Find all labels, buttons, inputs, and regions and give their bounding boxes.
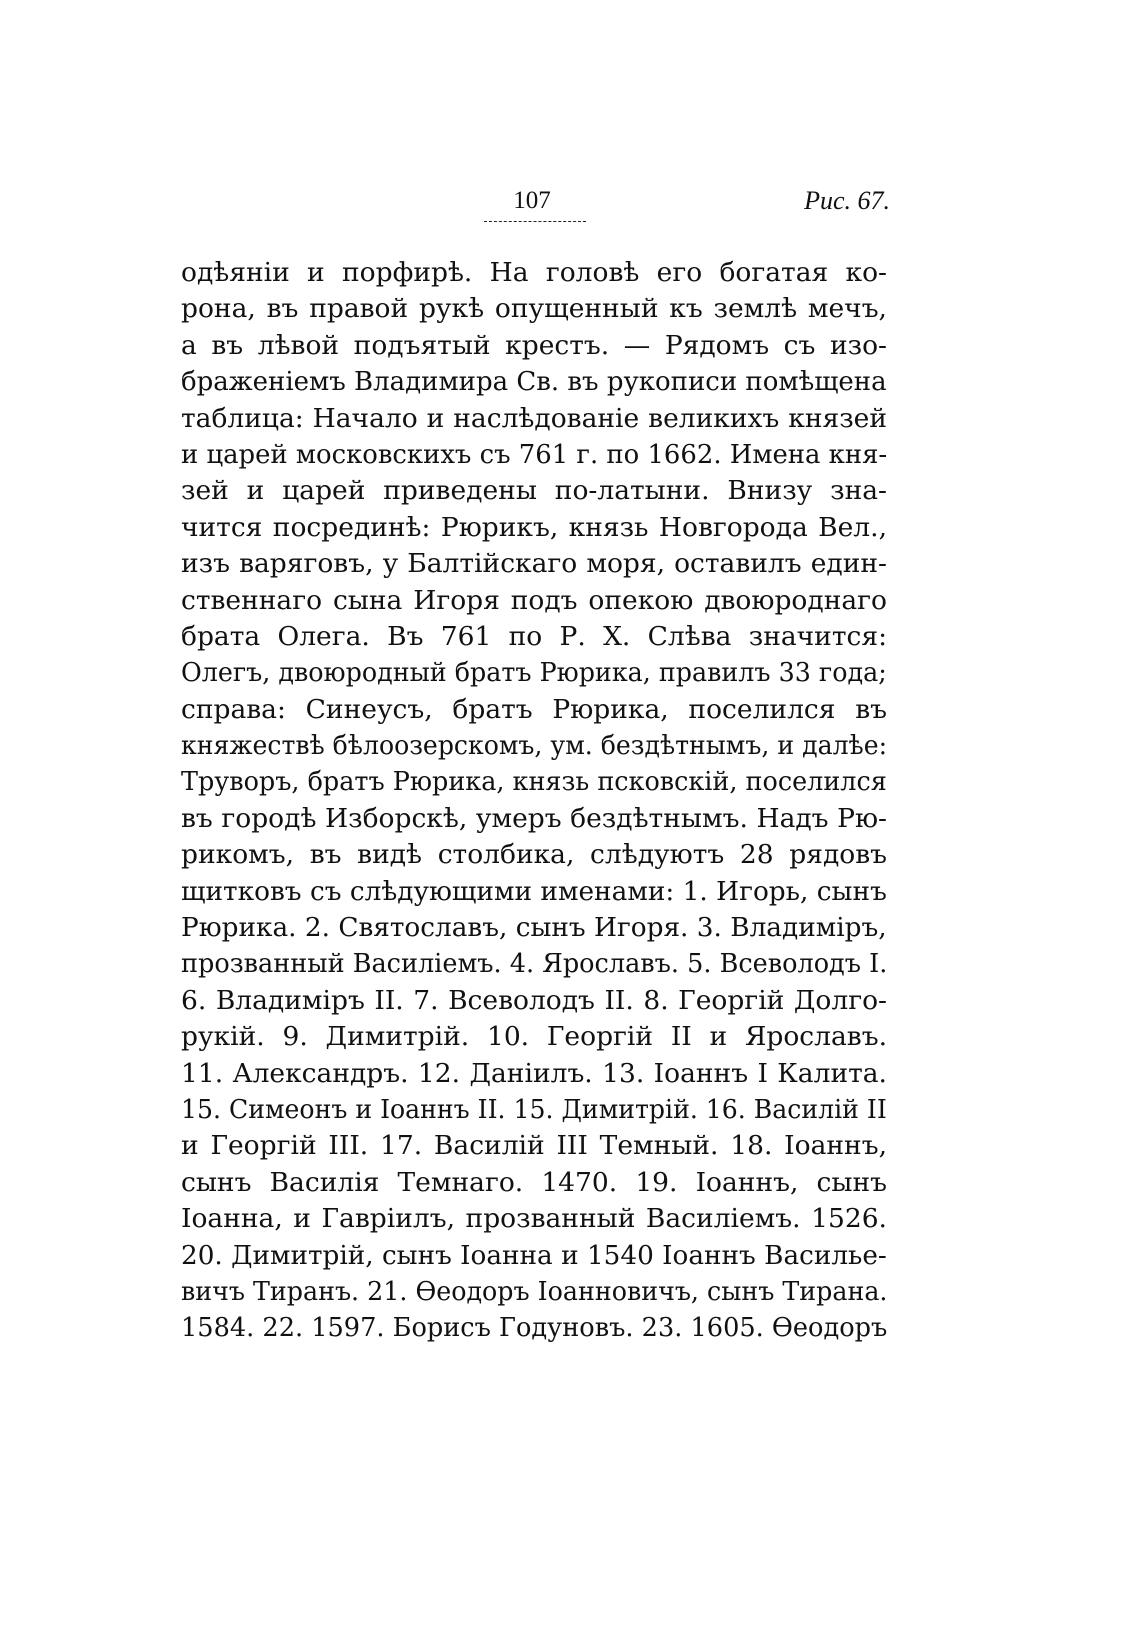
- text-line: брата Олега. Въ 761 по Р. Х. Слѣва значится:: [181, 620, 887, 652]
- text-line: вичъ Тиранъ. 21. Ѳеодоръ Іоанновичъ, сынъ Тирана.: [181, 1275, 888, 1307]
- text-line: изъ варяговъ, у Балтійскаго моря, оставилъ един-: [181, 548, 887, 580]
- text-line: ственнаго сына Игоря подъ опекою двоюроднаго: [181, 584, 887, 616]
- text-line: Рюрика. 2. Святославъ, сынъ Игоря. 3. Владиміръ,: [181, 912, 887, 944]
- text-line: 20. Димитрій, сынъ Іоанна и 1540 Іоаннъ Васильe-: [181, 1239, 887, 1271]
- page-number: 107: [513, 187, 551, 214]
- text-line: а въ лѣвой подъятый крестъ. — Рядомъ съ изо-: [181, 329, 887, 361]
- text-line: чится посрединѣ: Рюрикъ, князь Новгорода Вел.,: [181, 511, 887, 543]
- text-line: 6. Владиміръ II. 7. Всеволодъ II. 8. Георгій Долго-: [181, 984, 887, 1016]
- text-line: 1584. 22. 1597. Борисъ Годуновъ. 23. 1605. Ѳеодоръ: [181, 1312, 888, 1344]
- text-line: одѣяніи и порфирѣ. На головѣ его богатая ко-: [181, 257, 887, 288]
- text-line: Іоанна, и Гавріилъ, прозванный Василіемъ. 1526.: [181, 1203, 887, 1235]
- text-line: рона, въ правой рукѣ опущенный къ землѣ мечъ,: [181, 293, 887, 325]
- text-line: справа: Синеусъ, братъ Рюрика, поселился въ: [181, 693, 887, 725]
- text-line: рукій. 9. Димитрій. 10. Георгій II и Ярославъ.: [181, 1021, 887, 1053]
- text-line: 15. Симеонъ и Іоаннъ II. 15. Димитрій. 16. Василій II: [181, 1093, 887, 1125]
- text-line: сынъ Василія Темнаго. 1470. 19. Іоаннъ, сынъ: [181, 1166, 887, 1198]
- text-line: Олегъ, двоюродный братъ Рюрика, правилъ 33 года;: [181, 657, 887, 689]
- body-text: [181, 255, 887, 1347]
- figure-reference: Рис. 67.: [804, 186, 890, 215]
- text-line: и Георгій III. 17. Василій III Темный. 18. Іоаннъ,: [181, 1130, 887, 1162]
- text-line: прозванный Василіемъ. 4. Ярославъ. 5. Всеволодъ I.: [181, 948, 888, 980]
- text-line: зей и царей приведены по-латыни. Внизу зна-: [181, 475, 887, 507]
- text-line: Труворъ, братъ Рюрика, князь псковскій, поселился: [181, 766, 887, 798]
- text-line: въ городѣ Изборскѣ, умеръ бездѣтнымъ. Надъ Рю-: [181, 802, 887, 834]
- text-line: княжествѣ бѣлоозерскомъ, ум. бездѣтнымъ, и далѣе:: [181, 730, 888, 762]
- text-line: рикомъ, въ видѣ столбика, слѣдуютъ 28 рядовъ: [181, 839, 887, 871]
- text-line: щитковъ съ слѣдующими именами: 1. Игорь, сынъ: [181, 875, 887, 907]
- text-line: браженіемъ Владимира Св. въ рукописи помѣщена: [181, 366, 887, 398]
- text-line: и царей московскихъ съ 761 г. по 1662. Имена кня-: [181, 438, 888, 470]
- text-line: 11. Александръ. 12. Даніилъ. 13. Іоаннъ I Калита.: [181, 1057, 887, 1089]
- text-line: таблица: Начало и наслѣдованіе великихъ князей: [181, 402, 887, 434]
- page-number-rule: [484, 221, 586, 222]
